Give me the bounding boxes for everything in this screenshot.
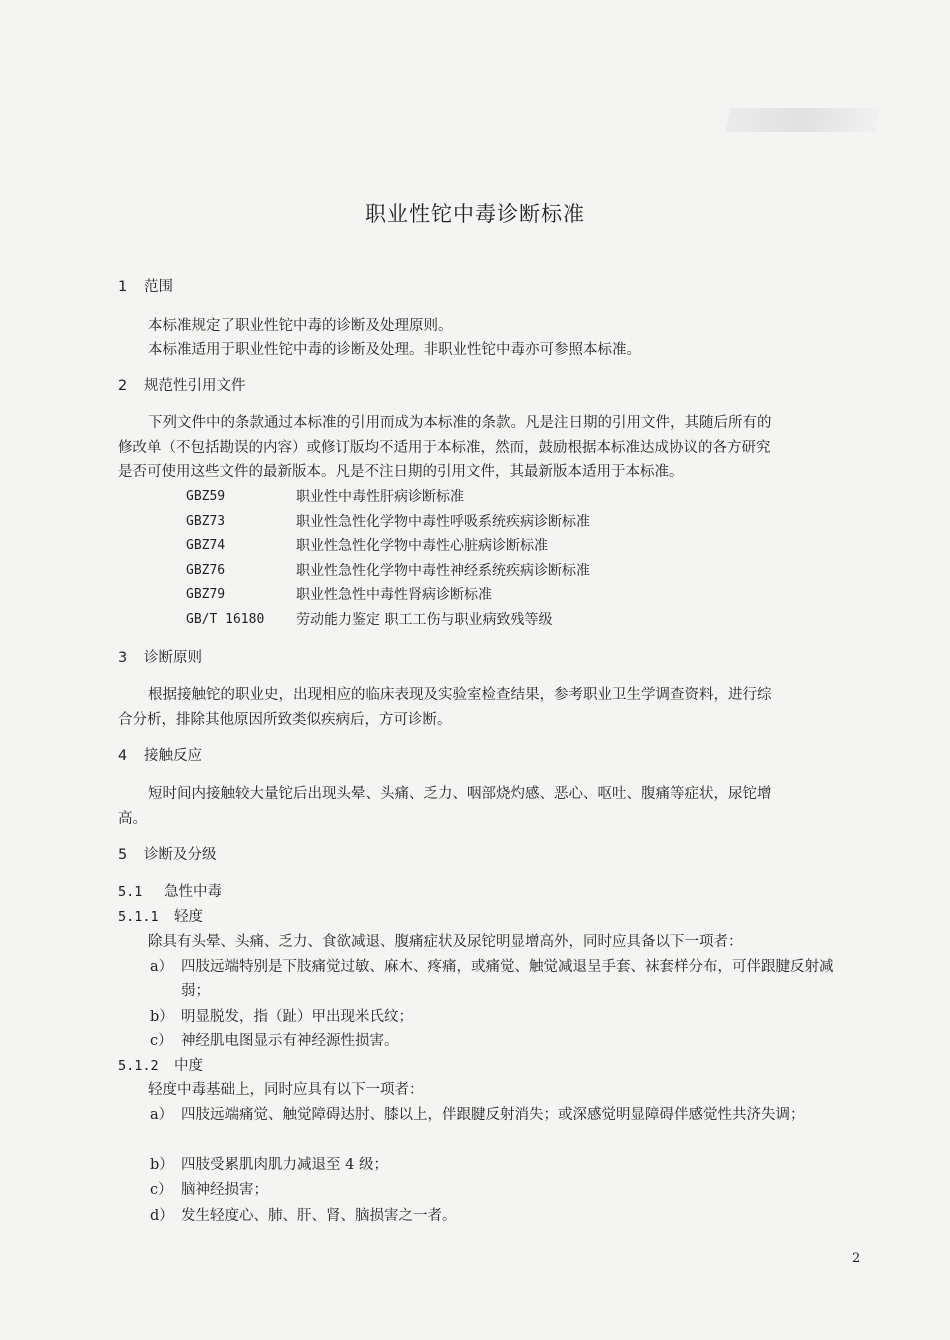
reference-code: GBZ74 xyxy=(186,538,226,553)
list-item xyxy=(150,955,870,1003)
list-item-text: 明显脱发，指（趾）甲出现米氏纹； xyxy=(181,1009,413,1025)
list-marker: c） xyxy=(150,1033,173,1049)
reference-code: GBZ76 xyxy=(186,563,226,578)
reference-title: 职业性急性化学物中毒性心脏病诊断标准 xyxy=(296,538,548,554)
paragraph-line: 根据接触铊的职业史，出现相应的临床表现及实验室检查结果，参考职业卫生学调查资料，进行综 xyxy=(148,687,772,703)
reference-code: GBZ73 xyxy=(186,514,226,529)
subsection-title: 中度 xyxy=(174,1058,203,1074)
page-number: 2 xyxy=(852,1251,861,1266)
corner-stamp xyxy=(725,108,880,132)
reference-code: GB/T 16180 xyxy=(186,612,265,627)
reference-title: 职业性急性中毒性肾病诊断标准 xyxy=(296,587,492,603)
list-item xyxy=(150,1204,870,1228)
paragraph-line: 高。 xyxy=(118,811,147,827)
list-marker: d） xyxy=(150,1208,174,1224)
subsection-number: 5.1 xyxy=(118,884,143,900)
paragraph-line: 修改单（不包括勘误的内容）或修订版均不适用于本标准，然而，鼓励根据本标准达成协议的各方研究 xyxy=(118,440,771,456)
section-number: 2 xyxy=(118,378,128,394)
subsection-5-1-1-heading xyxy=(118,907,203,927)
list-item xyxy=(150,1178,870,1202)
list-item xyxy=(150,1029,870,1053)
paragraph: 本标准适用于职业性铊中毒的诊断及处理。非职业性铊中毒亦可参照本标准。 xyxy=(148,342,641,358)
paragraph-line: 下列文件中的条款通过本标准的引用而成为本标准的条款。凡是注日期的引用文件，其随后所有的 xyxy=(148,415,772,431)
subsection-title: 轻度 xyxy=(174,909,203,925)
subsection-number: 5.1.1 xyxy=(118,909,159,925)
section-4-heading xyxy=(118,746,202,766)
section-title: 范围 xyxy=(144,279,173,295)
reference-title: 劳动能力鉴定 职工工伤与职业病致残等级 xyxy=(296,612,553,628)
paragraph-line: 短时间内接触较大量铊后出现头晕、头痛、乏力、咽部烧灼感、恶心、呕吐、腹痛等症状，尿铊增 xyxy=(148,786,772,802)
list-marker: a） xyxy=(150,1107,174,1123)
section-number: 5 xyxy=(118,847,128,863)
list-marker: b） xyxy=(150,1157,174,1173)
list-item xyxy=(150,1103,870,1151)
subsection-5-1-heading xyxy=(118,882,222,902)
section-title: 规范性引用文件 xyxy=(144,378,246,394)
paragraph-line: 合分析，排除其他原因所致类似疾病后，方可诊断。 xyxy=(118,712,452,728)
section-title: 接触反应 xyxy=(144,748,202,764)
reference-title: 职业性急性化学物中毒性呼吸系统疾病诊断标准 xyxy=(296,514,590,530)
section-1-heading xyxy=(118,277,173,297)
list-item-text: 发生轻度心、肺、肝、肾、脑损害之一者。 xyxy=(181,1208,457,1224)
list-marker: c） xyxy=(150,1182,173,1198)
paragraph-line: 是否可使用这些文件的最新版本。凡是不注日期的引用文件，其最新版本适用于本标准。 xyxy=(118,464,684,480)
section-3-heading xyxy=(118,648,202,668)
paragraph-line: 轻度中毒基础上，同时应具有以下一项者： xyxy=(148,1082,424,1098)
list-marker: a） xyxy=(150,959,174,975)
list-item-text: 脑神经损害； xyxy=(181,1182,268,1198)
section-title: 诊断原则 xyxy=(144,650,202,666)
section-number: 1 xyxy=(118,279,128,295)
section-5-heading xyxy=(118,845,217,865)
subsection-title: 急性中毒 xyxy=(164,884,222,900)
list-item-text: 四肢远端痛觉、触觉障碍达肘、膝以上，伴跟腱反射消失；或深感觉明显障碍伴感觉性共济失调； xyxy=(181,1107,805,1123)
reference-title: 职业性中毒性肝病诊断标准 xyxy=(296,489,464,505)
list-item-text: 神经肌电图显示有神经源性损害。 xyxy=(181,1033,399,1049)
reference-code: GBZ59 xyxy=(186,489,226,504)
subsection-5-1-2-heading xyxy=(118,1056,203,1076)
section-number: 3 xyxy=(118,650,128,666)
subsection-number: 5.1.2 xyxy=(118,1058,159,1074)
section-title: 诊断及分级 xyxy=(144,847,217,863)
section-2-heading xyxy=(118,376,246,396)
list-item xyxy=(150,1005,870,1029)
reference-title: 职业性急性化学物中毒性神经系统疾病诊断标准 xyxy=(296,563,590,579)
list-item-text: 四肢远端特别是下肢痛觉过敏、麻木、疼痛，或痛觉、触觉减退呈手套、袜套样分布，可伴跟腱反射减弱； xyxy=(181,959,834,999)
list-marker: b） xyxy=(150,1009,174,1025)
document-title: 职业性铊中毒诊断标准 xyxy=(365,202,585,226)
list-item-text: 四肢受累肌肉肌力减退至 4 级； xyxy=(181,1157,388,1173)
paragraph: 本标准规定了职业性铊中毒的诊断及处理原则。 xyxy=(148,318,453,334)
section-number: 4 xyxy=(118,748,128,764)
paragraph-line: 除具有头晕、头痛、乏力、食欲减退、腹痛症状及尿铊明显增高外，同时应具备以下一项者： xyxy=(148,934,743,950)
reference-code: GBZ79 xyxy=(186,587,226,602)
list-item xyxy=(150,1153,870,1177)
